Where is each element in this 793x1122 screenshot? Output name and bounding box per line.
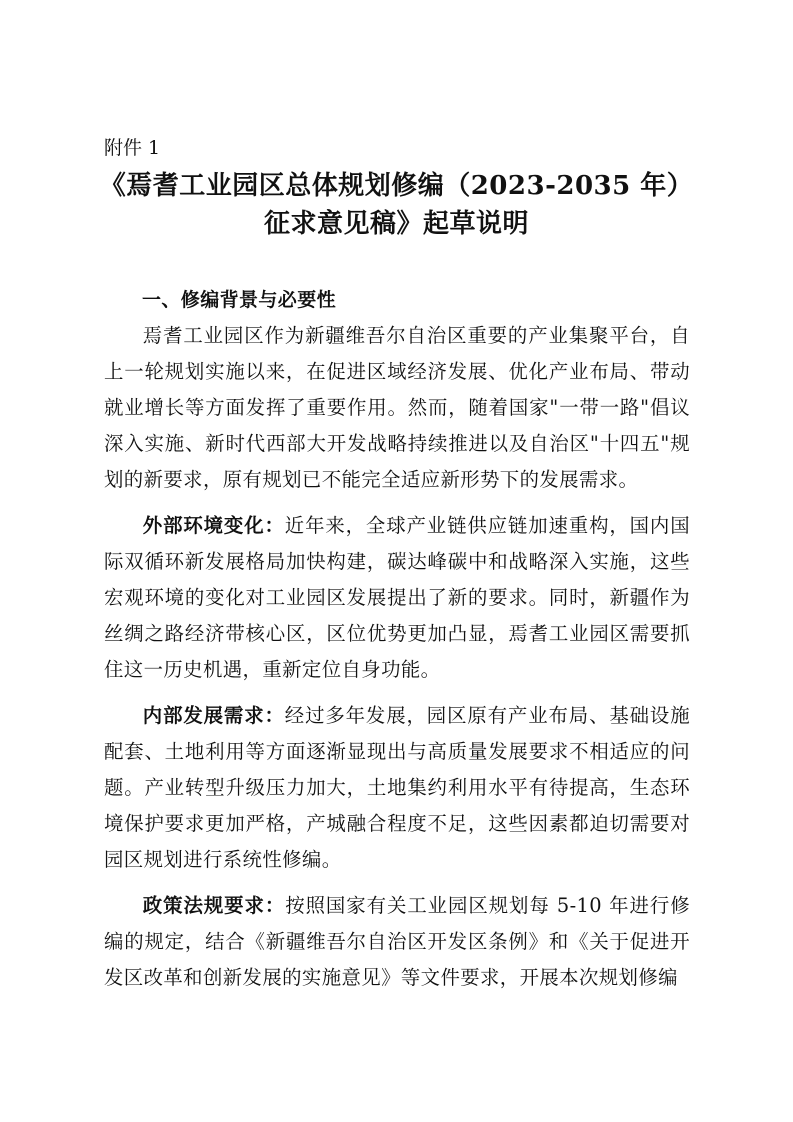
paragraph-internal-needs — [104, 698, 690, 878]
paragraph-text: 按照国家有关工业园区规划每 5-10 年进行修编的规定，结合《新疆维吾尔自治区开发区条例》和《关于促进开发区改革和创新发展的实施意见》等文件要求，开展本次规划修编 — [104, 894, 690, 989]
paragraph-background: 焉耆工业园区作为新疆维吾尔自治区重要的产业集聚平台，自上一轮规划实施以来，在促进区域经济发展、优化产业布局、带动就业增长等方面发挥了重要作用。然而，随着国家"一带一路"倡议深入实施、新时代西部大开发战略持续推进以及自治区"十四五"规划的新要求，原有规划已不能完全适应新形势下的发展需求。 — [104, 324, 690, 491]
paragraph-lead: 内部发展需求： — [142, 704, 285, 727]
paragraph-lead: 外部环境变化： — [142, 514, 285, 537]
section-heading: 一、修编背景与必要性 — [142, 289, 337, 311]
paragraph-lead: 政策法规要求： — [142, 894, 286, 917]
paragraph-external-environment — [104, 508, 690, 688]
document-title-line-2: 征求意见稿》起草说明 — [263, 209, 529, 239]
document-body — [104, 282, 690, 996]
attachment-label: 附件 1 — [104, 137, 161, 159]
paragraph-text: 近年来，全球产业链供应链加速重构，国内国际双循环新发展格局加快构建，碳达峰碳中和战略深入实施，这些宏观环境的变化对工业园区发展提出了新的要求。同时，新疆作为丝绸之路经济带核心区，区位优势更加凸显，焉耆工业园区需要抓住这一历史机遇，重新定位自身功能。 — [104, 514, 690, 681]
paragraph-text: 经过多年发展，园区原有产业布局、基础设施配套、土地利用等方面逐渐显现出与高质量发展要求不相适应的问题。产业转型升级压力加大，土地集约利用水平有待提高，生态环境保护要求更加严格，产城融合程度不足，这些因素都迫切需要对园区规划进行系统性修编。 — [104, 704, 690, 871]
document-title-line-1: 《焉耆工业园区总体规划修编（2023-2035 年） — [99, 171, 694, 201]
paragraph-policy-requirements — [104, 888, 690, 996]
